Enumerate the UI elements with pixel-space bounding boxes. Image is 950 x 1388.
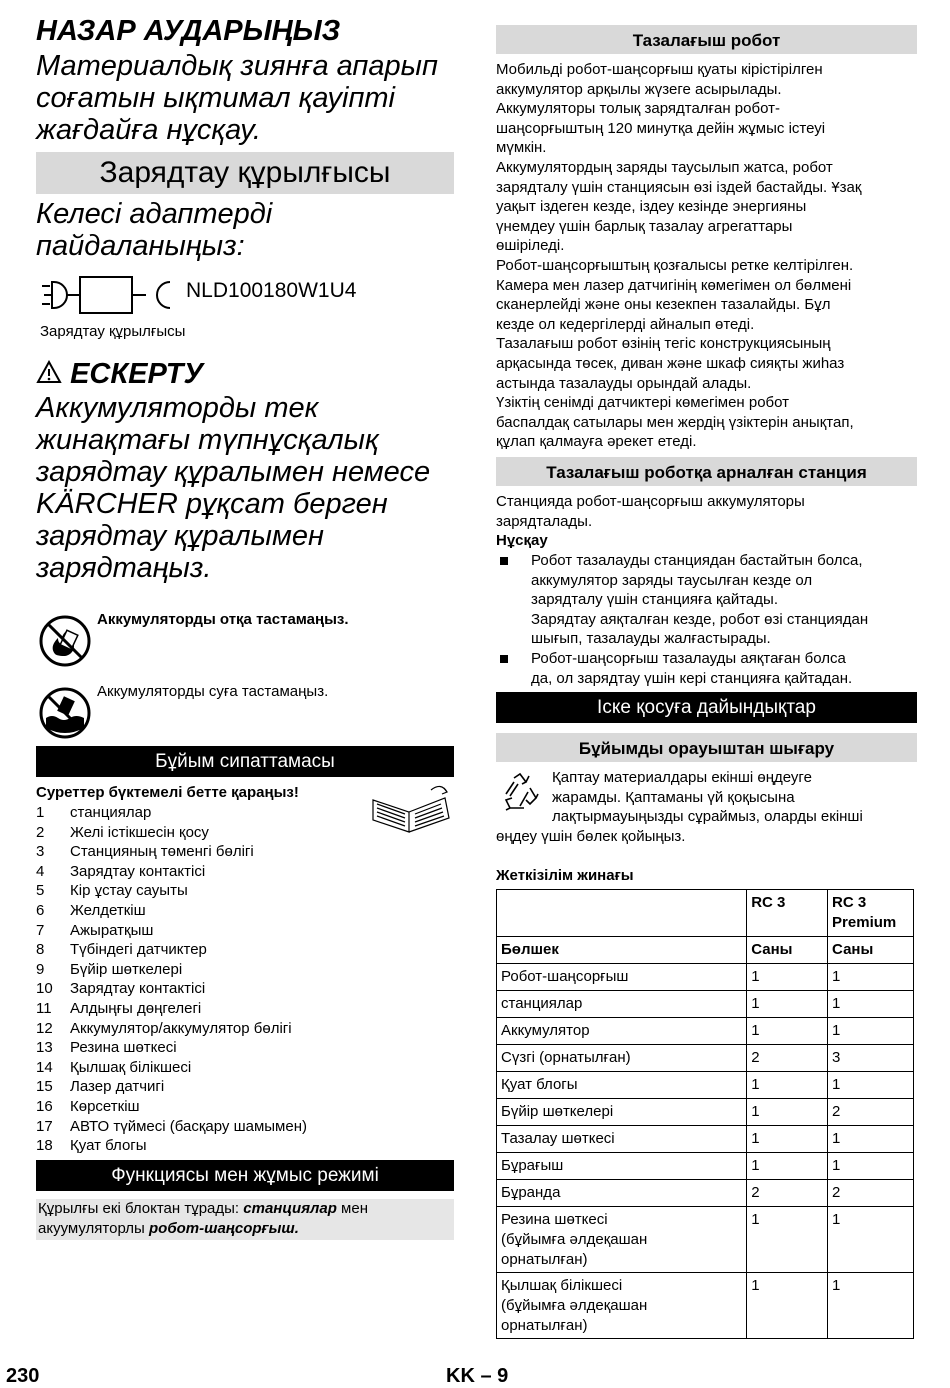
text-line: арқасында төсек, диван және шкаф сияқты жиһаз [496,354,845,372]
no-water-note: Аккумуляторды суға тастамаңыз. [97,683,329,700]
station-bullet-2: Робот-шаңсорғыш тазалауды аяқтаған болса да, ол зарядтау үшін кері станцияға қайтадан. [496,649,917,688]
text-line: сканерлейді және оны кезекпен тазалайды. Бұл [496,296,831,314]
text-line: Камера мен лазер датчигінің көмегімен ол бөлмені [496,276,852,294]
station-text [496,492,805,551]
table-row: Аккумулятор 1 1 [497,1018,914,1045]
list-item: 15 Лазер датчигі [36,1078,165,1096]
table-row: Робот-шаңсорғыш 1 1 [497,964,914,991]
list-item: 8 Түбіндегі датчиктер [36,941,207,959]
table-row [497,937,914,964]
text-line: Аккумулятордың заряды таусылып жатса, робот [496,158,833,176]
adapter-caption: Зарядтау құрылғысы [40,323,186,340]
text-line: Станцияда робот-шаңсорғыш аккумуляторы [496,493,805,510]
list-item: 7 Ажыратқыш [36,921,154,939]
warning-line: жинақтағы түпнұсқалық [36,424,379,456]
notice-text [36,50,438,146]
charger-use-line: пайдаланыңыз: [36,230,245,262]
warning-line: KÄRCHER рұқсат берген [36,488,388,520]
table-header-qty: Саны [747,937,828,964]
list-item: 11 Алдыңғы дөңгелегі [36,1000,202,1017]
text-line: кезде ол кедергілерді айналып өтеді. [496,315,755,333]
text-line: Аккумуляторы толық зарядталған робот- [496,100,780,118]
text-line: Робот-шаңсорғыштың қозғалысы ретке келтірілген. [496,256,854,274]
notice-heading: НАЗАР АУДАРЫҢЫЗ [36,15,341,47]
adapter-model: NLD100180W1U4 [186,279,357,302]
text-line: мүмкін. [496,139,547,157]
text-line: астында тазалауды орындай алады. [496,374,752,392]
table-row: Бұранда 2 2 [497,1180,914,1207]
description-list [36,803,454,1163]
no-fire-note: Аккумуляторды отқа тастамаңыз. [97,611,349,628]
list-item: 9 Бүйір шөткелері [36,960,183,978]
unpack-title: Бұйымды орауыштан шығару [496,733,917,762]
table-row: Бұрағыш 1 1 [497,1153,914,1180]
list-item: 14 Қылшақ білікшесі [36,1058,192,1076]
table-row [497,890,914,937]
list-item: 2 Желі істікшесін қосу [36,823,209,841]
table-row: Қылшақ білікшесі (бұйымға әлдеқашан орнатылған) 1 1 [497,1273,914,1339]
table-row: Бүйір шөткелері 1 2 [497,1099,914,1126]
description-title: Бұйым сипаттамасы [36,746,454,777]
function-title: Функциясы мен жұмыс режимі [36,1160,454,1191]
list-item: 4 Зарядтау контактісі [36,862,206,880]
station-title: Тазалағыш роботқа арналған станция [496,457,917,486]
list-item: 10 Зарядтау контактісі [36,980,206,998]
page-code: KK – 9 [446,1365,509,1387]
robot-title: Тазалағыш робот [496,25,917,54]
warning-text [36,392,430,584]
unpack-text: Қаптау материалдары екінші өңдеуге жарамды. Қаптаманы үй қоқысына лақтырмауыңызды сұраймыз, оларды екінші өңдеу үшін бөлек қойыңыз. [496,769,863,845]
list-item: 18 Қуат блогы [36,1137,147,1155]
text-line: құлап қалмауға әрекет етеді. [496,433,697,451]
adapter-plug-icon [40,272,172,318]
text-line: баспалдақ сатылары мен жердің үзіктерін анықтап, [496,413,854,431]
text-line: аккумулятор арқылы жүзеге асырылады. [496,80,782,98]
table-row: Резина шөткесі (бұйымға әлдеқашан орнатылған) 1 1 [497,1207,914,1273]
text-line: шаңсорғыштың 120 минутқа дейін жұмыс істеуі [496,119,826,137]
list-item: 3 Станцияның төменгі бөлігі [36,843,254,861]
table-row: Қуат блогы 1 1 [497,1072,914,1099]
notice-line: жағдайға нұсқау. [36,114,261,146]
no-fire-icon [38,614,92,668]
text-line: зарядталады. [496,512,593,530]
list-item: 17 АВТО түймесі (басқару шамымен) [36,1117,307,1135]
warning-heading-text: ЕСКЕРТУ [70,358,204,390]
text-line: Үзіктің сенімді датчиктері көмегімен робот [496,394,790,412]
supply-title: Жеткізілім жинағы [496,867,634,884]
notice-line: соғатын ықтимал қауіпті [36,82,396,114]
robot-text [496,60,861,452]
charger-section-title: Зарядтау құрылғысы [36,152,454,194]
warning-heading [36,358,203,390]
text-line: уақыт іздеген кезде, іздеу кезінде энергияны [496,198,807,216]
list-item: 12 Аккумулятор/аккумулятор бөлігі [36,1019,292,1037]
list-item: 16 Көрсеткіш [36,1098,140,1115]
function-text: Құрылғы екі блоктан тұрады: станциялар мен акуумуляторлы робот-шаңсорғыш. [36,1199,454,1240]
list-item: 13 Резина шөткесі [36,1039,177,1057]
text-line: Тазалағыш робот өзінің тегіс конструкциясының [496,335,831,353]
warning-line: зарядтаңыз. [36,552,212,584]
text-line: зарядталу үшін станциясын өзі іздей бастайды. Ұзақ [496,178,862,196]
list-item: 1 станциялар [36,804,152,821]
warning-line: зарядтау құралымен [36,520,324,552]
table-cell [497,890,747,937]
note-label: Нұсқау [496,532,548,550]
list-item: 5 Кір ұстау сауыты [36,882,188,900]
warning-line: Аккумуляторды тек [36,392,319,424]
no-water-icon [38,686,92,740]
charger-use-text [36,198,272,262]
text-line: өшіріледі. [496,237,565,255]
description-intro: Суреттер бүктемелі бетте қараңыз! [36,784,299,801]
list-item: 6 Желдеткіш [36,902,146,919]
supply-table [496,889,914,1339]
table-row: Сүзгі (орнатылған) 2 3 [497,1045,914,1072]
table-row: станциялар 1 1 [497,991,914,1018]
charger-use-line: Келесі адаптерді [36,198,273,230]
station-bullet-1: Робот тазалауды станциядан бастайтын болса, аккумулятор заряды таусылған кезде ол зарядталу үшін станцияға қайтады. Зарядтау аяқталған кезде, робот өзі станциядан шығып, тазалауды жалғастырады. [496,551,917,649]
prep-title: Іске қосуға дайындықтар [496,692,917,723]
table-header-part: Бөлшек [497,937,747,964]
table-header-rc3: RC 3 [747,890,828,937]
notice-line: Материалдық зиянға апарып [36,50,438,82]
bullet-marker [500,655,508,663]
warning-line: зарядтау құралымен немесе [36,456,431,488]
table-row: Тазалау шөткесі 1 1 [497,1126,914,1153]
text-line: Мобильді робот-шаңсорғыш қуаты кірістірілген [496,61,823,78]
text-line: үнемдеу үшін барлық тазалау агрегаттары [496,217,793,235]
table-header-qty: Саны [828,937,914,964]
table-header-premium: RC 3 Premium [828,890,914,937]
bullet-marker [500,557,508,565]
warning-triangle-icon [36,360,62,384]
page-number: 230 [6,1365,40,1387]
